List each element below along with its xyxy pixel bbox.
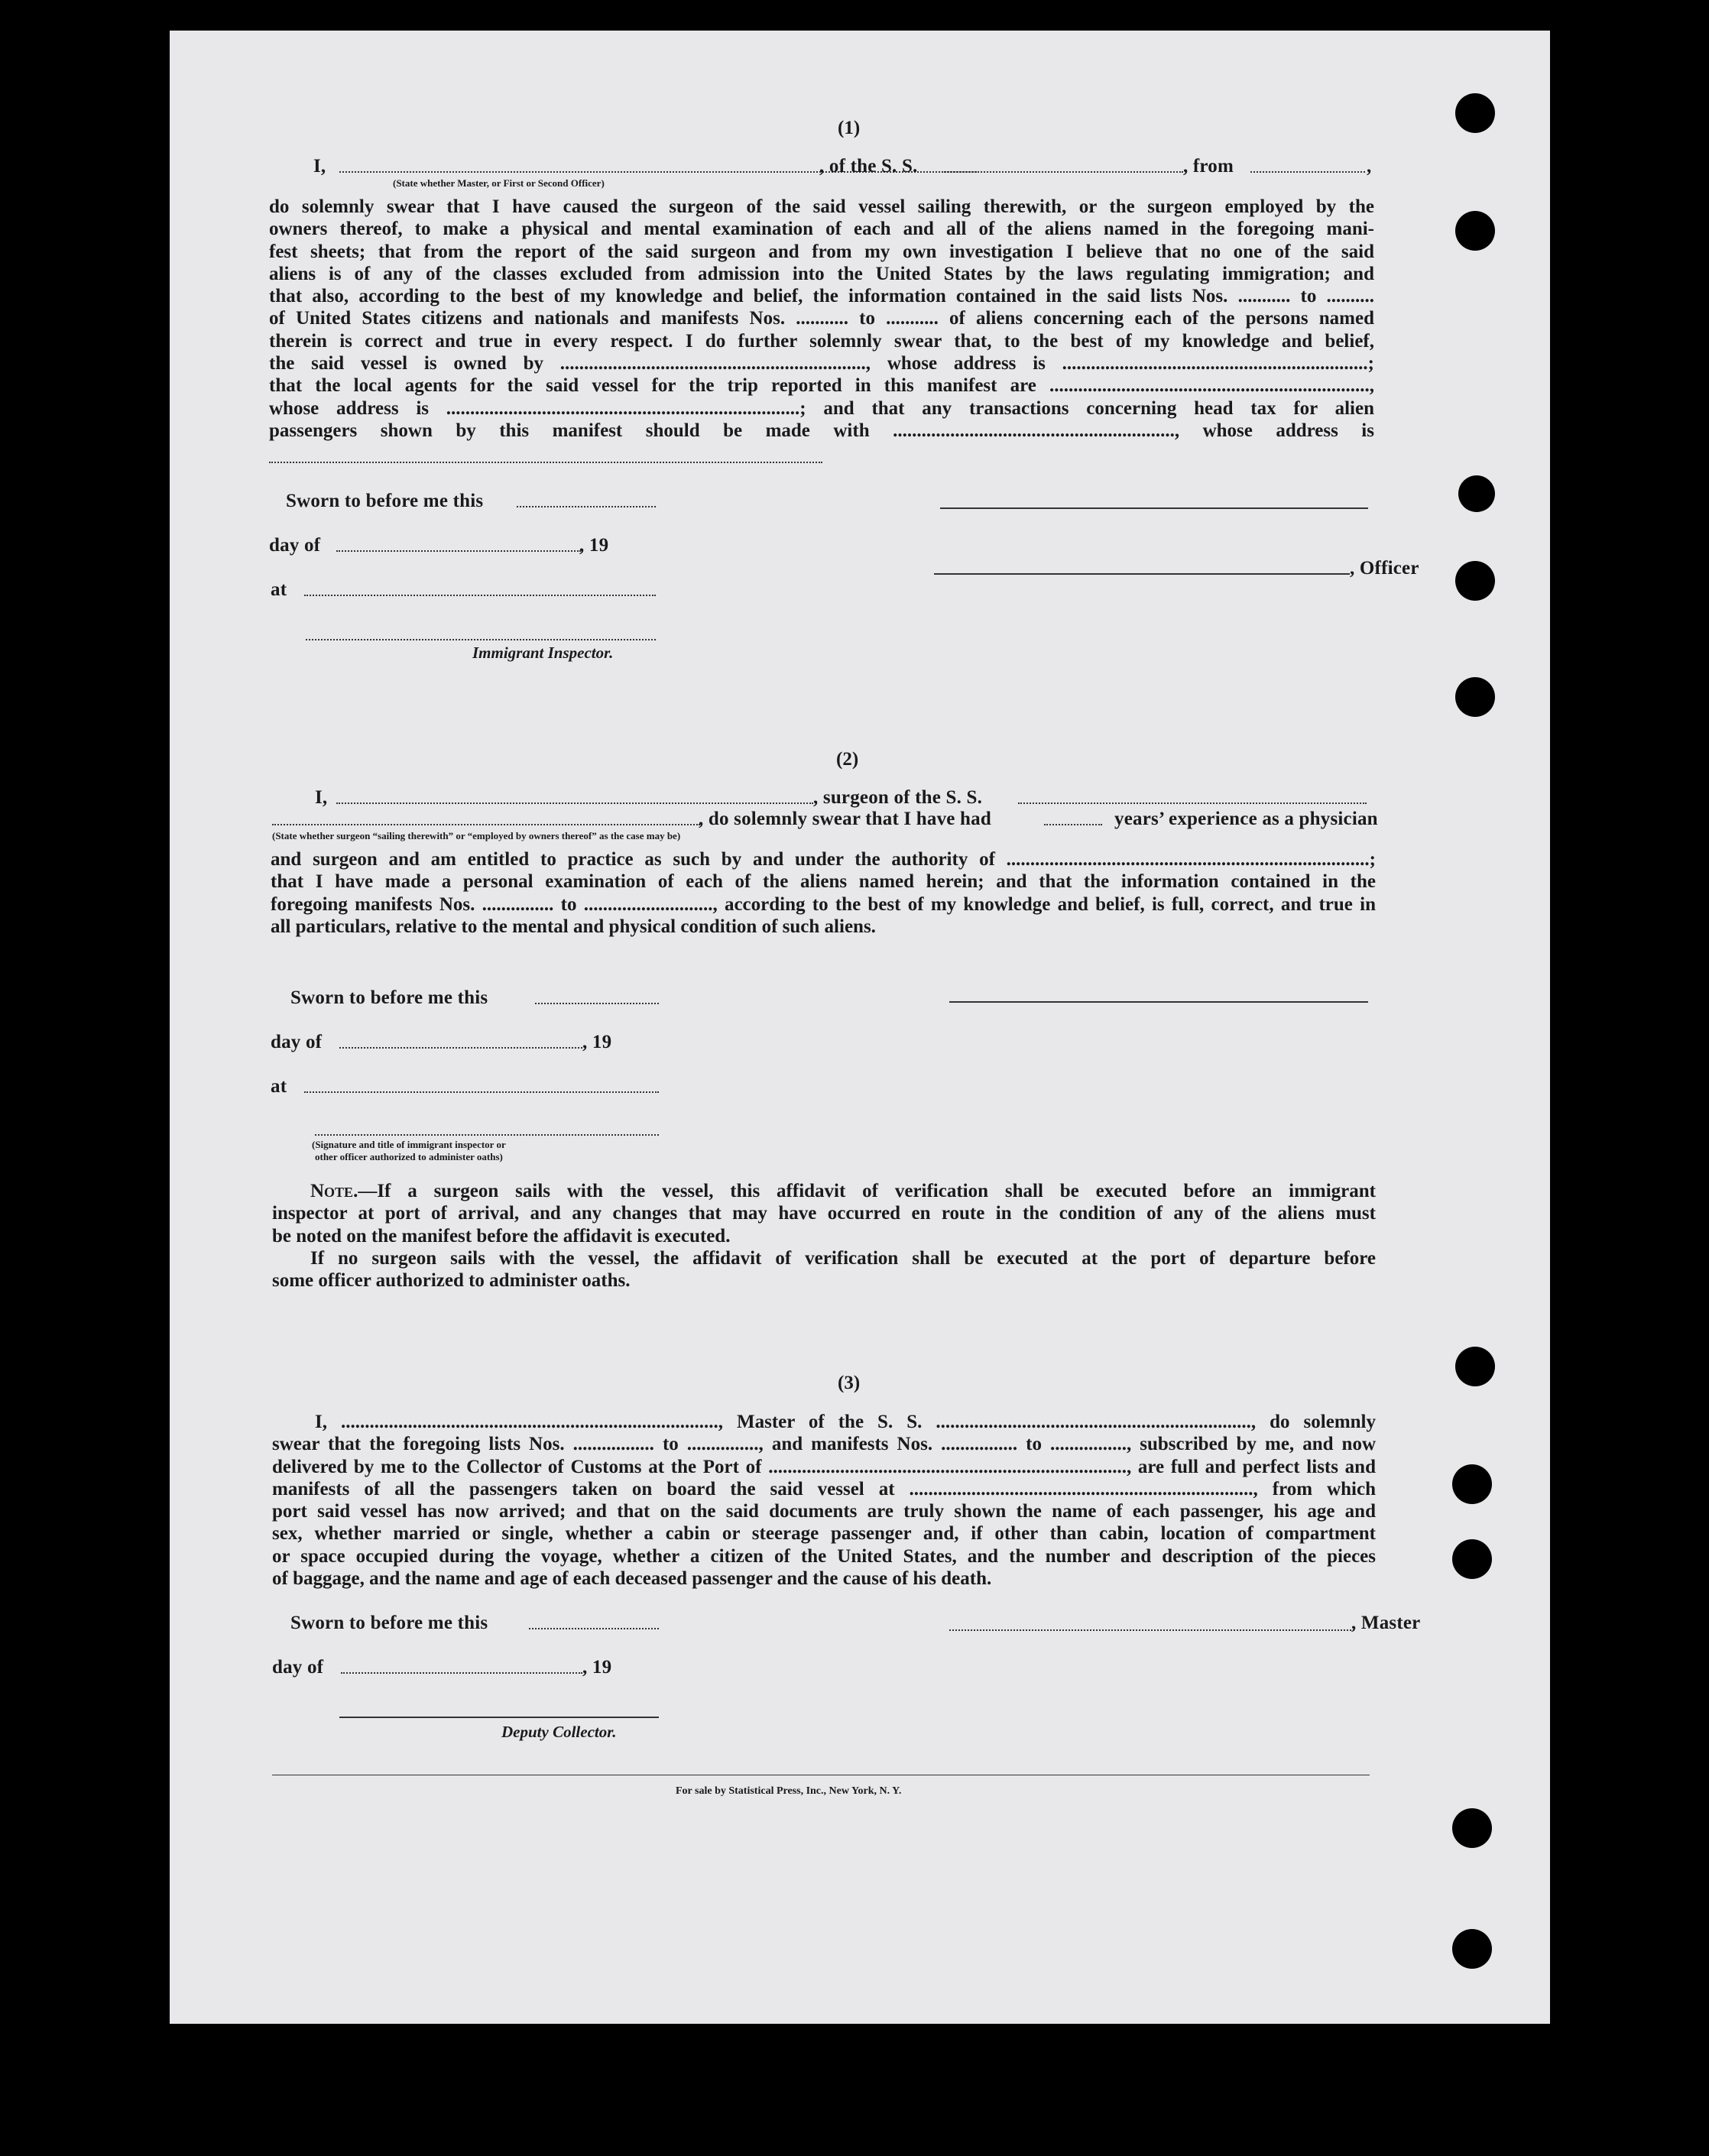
s1-of-the-ss: , of the S. S. <box>819 156 918 177</box>
s3-day-of-label: day of <box>272 1657 324 1678</box>
s1-from-field <box>1250 171 1365 173</box>
s2-at-field <box>304 1091 659 1093</box>
s1-head-tax-address-field <box>269 462 822 463</box>
s2-note-paragraph: Note.—If a surgeon sails with the vessel, this affidavit of verification shall be executed before an immigrant inspector at port of arrival, and any changes that may have occurred en route in the condition of any of the aliens must be noted on the manifest before the affidavit is executed. If no surgeon sails with the vessel, the affidavit of verification shall be executed at the port of departure before some officer authorized to administer oaths. <box>272 1181 1376 1292</box>
punch-hole <box>1452 1929 1492 1969</box>
s1-at-label: at <box>271 579 287 600</box>
section-3-number: (3) <box>838 1373 861 1393</box>
s2-status-note: (State whether surgeon “sailing therewith” or “employed by owners thereof” as the case may be) <box>272 830 681 841</box>
s1-at-field <box>304 595 656 596</box>
s2-at-label: at <box>271 1076 287 1097</box>
s2-sworn-date-field <box>535 1003 659 1004</box>
s2-day-of-field <box>339 1047 582 1049</box>
s3-deputy-caption: Deputy Collector. <box>501 1723 617 1741</box>
s1-vessel-name-field <box>942 171 1183 173</box>
s1-year-label: , 19 <box>579 535 609 556</box>
s3-collector-signature-line <box>339 1717 659 1718</box>
s1-from-label: , from <box>1183 156 1234 177</box>
s1-sworn-date-field <box>517 506 656 507</box>
s2-vessel-name-field <box>1018 802 1367 804</box>
s2-signature-caption-2: other officer authorized to administer oaths) <box>315 1151 503 1162</box>
s1-officer-title-line <box>934 573 1350 575</box>
s2-surgeon-status-field <box>272 824 700 825</box>
s2-i-label: I, <box>315 787 328 808</box>
punch-hole <box>1458 475 1495 512</box>
s2-surgeon-of-ss: , surgeon of the S. S. <box>813 787 983 808</box>
s1-line1-end: , <box>1367 156 1372 177</box>
s2-note-heading: Note. <box>310 1181 358 1201</box>
s2-surgeon-signature-line <box>949 1001 1368 1003</box>
s3-day-of-field <box>341 1672 582 1674</box>
s2-inspector-signature-line <box>315 1134 659 1136</box>
punch-hole <box>1455 561 1495 601</box>
s3-sworn-label: Sworn to before me this <box>290 1613 488 1633</box>
form-page <box>170 31 1550 2024</box>
s1-oath-paragraph: do solemnly swear that I have caused the surgeon of the said vessel sailing therewith, or the surgeon employed by the owners thereof, to make a physical and mental examination of each and all of the aliens named in the foregoing mani- fest sheets; that from the report of the said surgeon and from my own investigation I believe that no one of the said aliens is of any of the classes excluded from admission into the United States by the laws regulating immigration; and that also, according to the best of my knowledge and belief, the information contained in the said lists Nos. ........... to .......... of United States citizens and nationals and manifests Nos. ........... to ........... of aliens concerning each of the persons named therein is correct and true in every respect. I do further solemnly swear that, to the best of my knowledge and belief, the said vessel is owned by ................................................................, whose address is ................................................................; that the local agents for the said vessel for the trip reported in this manifest are ..................................................................., whose address is ..........................................................................; and that any transactions concerning head tax for alien passengers shown by this manifest should be made with ..........................................................., whose address is <box>269 196 1374 441</box>
s2-day-of-label: day of <box>271 1032 323 1052</box>
punch-hole <box>1455 1347 1495 1386</box>
s1-inspector-signature-line <box>306 639 656 640</box>
s1-sworn-label: Sworn to before me this <box>286 491 484 511</box>
section-2-number: (2) <box>836 749 859 770</box>
punch-hole <box>1455 93 1495 133</box>
s3-master-label: , Master <box>1351 1613 1421 1633</box>
punch-hole <box>1452 1539 1492 1579</box>
s2-years-field <box>1044 824 1102 825</box>
punch-hole <box>1452 1808 1492 1848</box>
s1-i-label: I, <box>313 156 326 177</box>
s2-surgeon-name-field <box>336 802 813 804</box>
punch-hole <box>1455 211 1495 251</box>
printer-imprint: For sale by Statistical Press, Inc., New York, N. Y. <box>676 1785 902 1797</box>
s3-master-signature-line <box>949 1629 1354 1631</box>
s1-officer-label: , Officer <box>1350 558 1419 579</box>
s1-officer-signature-line <box>940 507 1368 509</box>
punch-hole <box>1455 677 1495 717</box>
s2-solemnly-swear: , do solemnly swear that I have had <box>699 809 991 829</box>
s3-year-label: , 19 <box>582 1657 612 1678</box>
s2-oath-paragraph: and surgeon and am entitled to practice as such by and under the authority of ............................................................................; that I have made a personal examination of each of the aliens named herein; and that the information contained in the foregoing manifests Nos. ............... to ..........................., according to the best of my knowledge and belief, is full, correct, and true in all particulars, relative to the mental and physical condition of such aliens. <box>271 849 1376 937</box>
s1-day-of-field <box>336 550 581 552</box>
s1-inspector-caption: Immigrant Inspector. <box>472 644 614 662</box>
s2-sworn-label: Sworn to before me this <box>290 987 488 1008</box>
punch-hole <box>1452 1464 1492 1504</box>
s1-rank-note: (State whether Master, or First or Second Officer) <box>393 177 605 189</box>
s3-sworn-date-field <box>529 1628 659 1629</box>
section-1-number: (1) <box>838 118 861 138</box>
s3-oath-paragraph: I, ..............................................................................., Master of the S. S. .................................................................., do solemnly swear that the foregoing lists Nos. ................. to ..............., and manifests Nos. ................ to ................, subscribed by me, and now delivered by me to the Collector of Customs at the Port of ..........................................................................., are full and perfect lists and manifests of all the passengers taken on board the said vessel at ........................................................................, from which port said vessel has now arrived; and that on the said documents are truly shown the name of each passenger, his age and sex, whether married or single, whether a cabin or steerage passenger and, if other than cabin, location of compartment or space occupied during the voyage, whether a citizen of the United States, and the number and description of the pieces of baggage, and the name and age of each deceased passenger and the cause of his death. <box>272 1412 1376 1590</box>
s2-signature-caption-1: (Signature and title of immigrant inspector or <box>312 1139 506 1150</box>
s1-day-of-label: day of <box>269 535 321 556</box>
s2-year-label: , 19 <box>582 1032 612 1052</box>
s2-years-experience: years’ experience as a physician <box>1114 809 1378 829</box>
